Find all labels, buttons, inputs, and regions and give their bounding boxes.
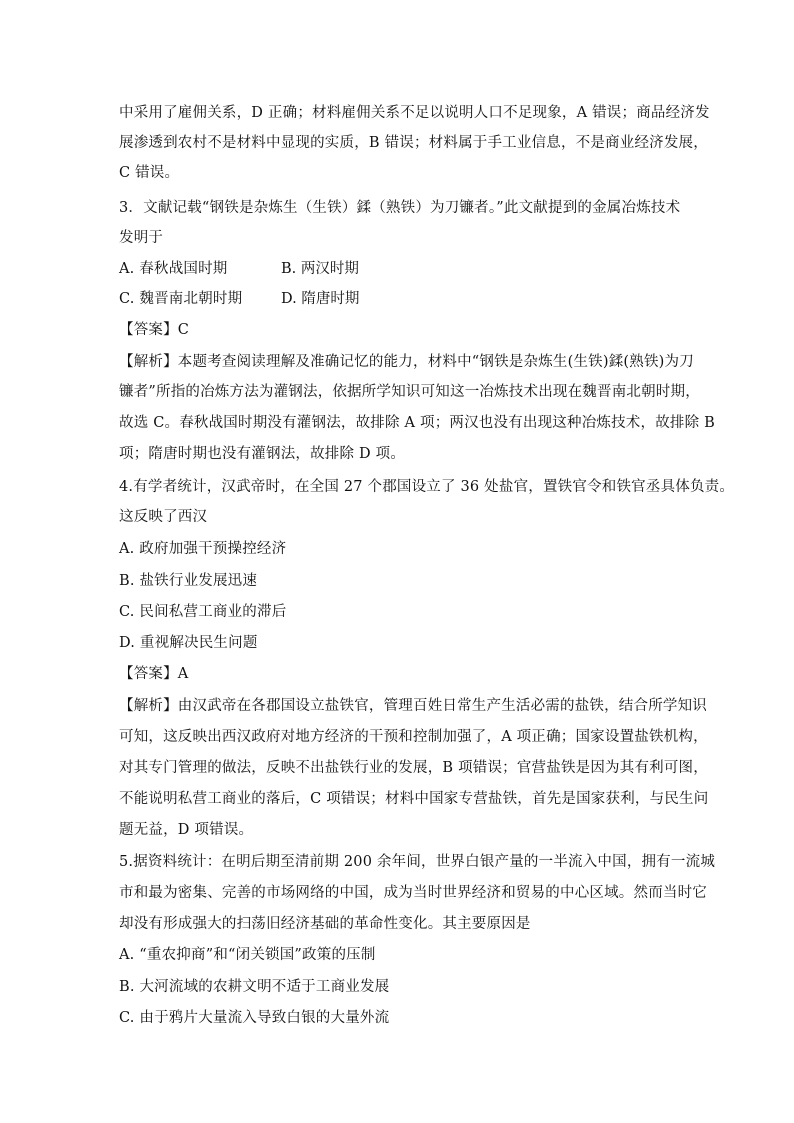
option-d: D. 隋唐时期: [281, 291, 360, 307]
question-4-stem: 这反映了西汉: [119, 509, 208, 525]
analysis-line: 对其专门管理的做法，反映不出盐铁行业的发展，B 项错误；官营盐铁是因为其有利可图，: [119, 760, 708, 776]
option-a: A. 春秋战国时期: [119, 261, 228, 277]
option-b: B. 盐铁行业发展迅速: [119, 573, 258, 589]
option-b: B. 大河流域的农耕文明不适于工商业发展: [119, 979, 390, 995]
question-5-stem: 却没有形成强大的扫荡旧经济基础的革命性变化。其主要原因是: [119, 916, 531, 932]
option-c: C. 民间私营工商业的滞后: [119, 604, 287, 620]
question-5-stem: 市和最为密集、完善的市场网络的中国，成为当时世界经济和贸易的中心区域。然而当时它: [119, 885, 707, 901]
question-3-stem: 3．文献记载“钢铁是杂炼生（生铁）鍒（熟铁）为刀镰者。”此文献提到的金属冶炼技术: [119, 200, 681, 216]
analysis-line: 项；隋唐时期也没有灌钢法，故排除 D 项。: [119, 446, 406, 462]
answer-line: 【答案】C: [119, 322, 190, 338]
option-a: A. “重农抑商”和“闭关锁国”政策的压制: [119, 947, 376, 963]
analysis-line: 不能说明私营工商业的落后，C 项错误；材料中国家专营盐铁，首先是国家获利，与民生问: [119, 791, 709, 807]
option-b: B. 两汉时期: [281, 261, 359, 277]
question-4-stem: 4.有学者统计，汉武帝时，在全国 27 个郡国设立了 36 处盐官，置铁官令和铁官丞具体负责。: [119, 479, 735, 495]
analysis-line: 【解析】本题考查阅读理解及准确记忆的能力，材料中“钢铁是杂炼生(生铁)鍒(熟铁)为刀: [119, 354, 694, 370]
option-c: C. 魏晋南北朝时期: [119, 291, 243, 307]
text-line: 中采用了雇佣关系，D 正确；材料雇佣关系不足以说明人口不足现象，A 错误；商品经济发: [119, 105, 710, 121]
answer-line: 【答案】A: [119, 666, 189, 682]
question-5-stem: 5.据资料统计：在明后期至清前期 200 余年间，世界白银产量的一半流入中国，拥有一流城: [119, 854, 716, 870]
analysis-line: 题无益，D 项错误。: [119, 822, 254, 838]
option-d: D. 重视解决民生问题: [119, 635, 258, 651]
analysis-line: 可知，这反映出西汉政府对地方经济的干预和控制加强了，A 项正确；国家设置盐铁机构，: [119, 729, 708, 745]
option-a: A. 政府加强干预操控经济: [119, 541, 287, 557]
analysis-line: 镰者”所指的冶炼方法为灌钢法，依据所学知识可知这一冶炼技术出现在魏晋南北朝时期，: [119, 384, 700, 400]
text-line: C 错误。: [119, 165, 180, 181]
option-c: C. 由于鸦片大量流入导致白银的大量外流: [119, 1010, 390, 1026]
question-3-stem: 发明于: [119, 230, 164, 246]
text-line: 展渗透到农村不是材料中显现的实质，B 错误；材料属于手工业信息，不是商业经济发展，: [119, 135, 708, 151]
analysis-line: 【解析】由汉武帝在各郡国设立盐铁官，管理百姓日常生产生活必需的盐铁，结合所学知识: [119, 698, 707, 714]
analysis-line: 故选 C。春秋战国时期没有灌钢法，故排除 A 项；两汉也没有出现这种冶炼技术，故排除 B: [119, 415, 715, 431]
